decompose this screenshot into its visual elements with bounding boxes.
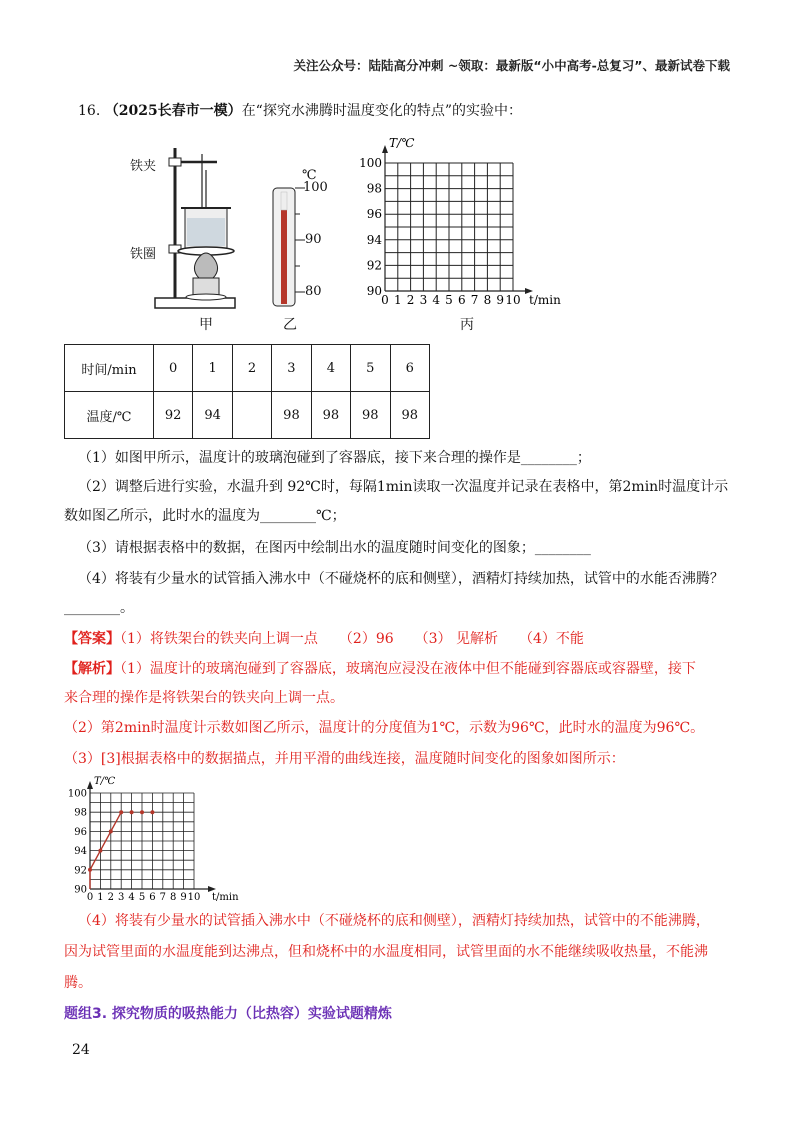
bing-y-label: T/℃ [389, 136, 415, 150]
x-tick-label: 10 [505, 293, 521, 307]
answer-line [64, 629, 584, 649]
answer-tag: 【答案】 [64, 631, 120, 647]
answer-chart-xlabel: t/min [212, 892, 239, 903]
x-tick-label: 7 [159, 892, 166, 903]
answer-chart [62, 775, 242, 905]
data-point [150, 810, 154, 814]
question-text: 在“探究水沸腾时温度变化的特点”的实验中： [241, 103, 523, 119]
y-tick-label: 98 [366, 181, 382, 196]
data-point [130, 810, 134, 814]
sub-question-4: （4）将装有少量水的试管插入沸水中（不碰烧杯的底和侧壁），酒精灯持续加热，试管中的水能否沸腾？ [78, 571, 724, 587]
y-tick-label: 94 [366, 232, 382, 247]
table-cell: 1 [193, 345, 232, 392]
sub-question-2-cont: 数如图乙所示，此时水的温度为________℃； [64, 508, 346, 524]
y-tick-label: 90 [366, 284, 382, 298]
y-tick-label: 92 [74, 865, 87, 877]
x-tick-label: 3 [419, 293, 428, 307]
x-tick-label: 10 [187, 892, 201, 903]
thermometer-mark-100: 100 [303, 180, 328, 195]
table-row-temp [65, 392, 430, 439]
thermometer-unit: ℃ [302, 168, 317, 183]
x-tick-label: 6 [149, 892, 156, 903]
table-row-time [65, 345, 430, 392]
x-tick-label: 4 [128, 892, 135, 903]
analysis-text: （1）温度计的玻璃泡碰到了容器底，玻璃泡应浸没在液体中但不能碰到容器底或容器壁，接下 [120, 661, 696, 677]
caption-jia: 甲 [199, 317, 213, 333]
answer-chart-ylabel: T/℃ [94, 776, 116, 787]
data-point [109, 829, 113, 833]
analysis-line-5: （4）将装有少量水的试管插入沸水中（不碰烧杯的底和侧壁），酒精灯持续加热，试管中的不能沸腾， [78, 913, 710, 929]
data-point [119, 810, 123, 814]
table-cell [232, 392, 271, 439]
question-source: （2025长春市一模） [104, 103, 242, 119]
page-header: 关注公众号：陆陆高分冲刺 ~领取：最新版“小中高考-总复习”、最新试卷下载 [293, 58, 730, 73]
table-cell: 0 [153, 345, 192, 392]
x-tick-label: 5 [138, 892, 146, 903]
table-cell: 98 [351, 392, 390, 439]
y-tick-label: 96 [366, 207, 382, 222]
x-tick-label: 1 [393, 293, 402, 307]
caption-bing: 丙 [460, 317, 474, 333]
y-tick-label: 94 [74, 846, 87, 858]
analysis-line-7: 腾。 [64, 975, 92, 991]
bing-x-label: t/min [529, 293, 561, 307]
table-cell: 98 [272, 392, 311, 439]
thermometer-mark-90: 90 [305, 232, 322, 247]
x-tick-label: 8 [170, 892, 177, 903]
x-tick-label: 7 [470, 293, 479, 307]
question-stem [78, 100, 522, 120]
x-tick-label: 1 [97, 892, 104, 903]
table-cell: 4 [311, 345, 350, 392]
caption-yi: 乙 [283, 317, 297, 333]
x-tick-label: 5 [445, 293, 453, 307]
question-number: 16. [78, 103, 101, 119]
x-tick-label: 2 [406, 293, 415, 307]
x-tick-label: 0 [381, 293, 389, 307]
y-tick-label: 90 [74, 884, 87, 896]
x-tick-label: 9 [496, 293, 505, 307]
analysis-line-4: （3）[3]根据表格中的数据描点，并用平滑的曲线连接，温度随时间变化的图象如图所示： [64, 751, 625, 767]
analysis-line-6: 因为试管里面的水温度能到达沸点，但和烧杯中的水温度相同，试管里面的水不能继续吸收热量，不能沸 [64, 944, 708, 960]
table-cell: 94 [193, 392, 232, 439]
x-tick-label: 9 [180, 892, 187, 903]
table-cell: 3 [272, 345, 311, 392]
x-tick-label: 8 [483, 293, 492, 307]
analysis-tag: 【解析】 [64, 661, 120, 677]
x-tick-label: 3 [118, 892, 125, 903]
sub-question-2: （2）调整后进行实验，水温升到 92℃时，每隔1min读取一次温度并记录在表格中，第2min时温度计示 [78, 479, 729, 495]
y-tick-label: 92 [366, 258, 382, 273]
y-tick-label: 100 [359, 156, 382, 170]
data-point [140, 810, 144, 814]
sub-question-3: （3）请根据表格中的数据，在图丙中绘制出水的温度随时间变化的图象；________ [78, 540, 591, 556]
table-cell: 2 [232, 345, 271, 392]
table-cell: 98 [311, 392, 350, 439]
section-title: 题组3. 探究物质的吸热能力（比热容）实验试题精炼 [64, 1006, 392, 1022]
sub-question-4-blank: ________。 [64, 600, 134, 616]
label-iron-ring: 铁圈 [130, 247, 157, 262]
table-cell: 92 [153, 392, 192, 439]
label-iron-clamp: 铁夹 [130, 159, 157, 174]
table-header-time: 时间/min [65, 345, 154, 392]
y-tick-label: 100 [67, 788, 87, 800]
answer-text: （1）将铁架台的铁夹向上调一点 （2）96 （3） 见解析 （4）不能 [120, 631, 584, 647]
y-tick-label: 98 [74, 807, 87, 819]
x-tick-label: 4 [432, 293, 441, 307]
table-cell: 6 [390, 345, 430, 392]
analysis-line-3: （2）第2min时温度计示数如图乙所示，温度计的分度值为1℃，示数为96℃，此时水的温度为96℃。 [64, 720, 705, 736]
table-cell: 98 [390, 392, 430, 439]
sub-question-1: （1）如图甲所示，温度计的玻璃泡碰到了容器底，接下来合理的操作是________； [78, 450, 591, 466]
data-point [88, 868, 92, 872]
analysis-line-2: 来合理的操作是将铁架台的铁夹向上调一点。 [64, 690, 344, 706]
y-tick-label: 96 [74, 826, 87, 838]
x-tick-label: 0 [86, 892, 94, 903]
data-point [98, 849, 102, 853]
analysis-line-1 [64, 659, 696, 679]
blank-grid-figure-bing [355, 135, 570, 310]
table-cell: 5 [351, 345, 390, 392]
x-tick-label: 6 [457, 293, 466, 307]
data-table [64, 344, 430, 439]
table-header-temp: 温度/℃ [65, 392, 154, 439]
x-tick-label: 2 [107, 892, 114, 903]
page-number: 24 [72, 1042, 90, 1058]
thermometer-mark-80: 80 [305, 284, 322, 299]
